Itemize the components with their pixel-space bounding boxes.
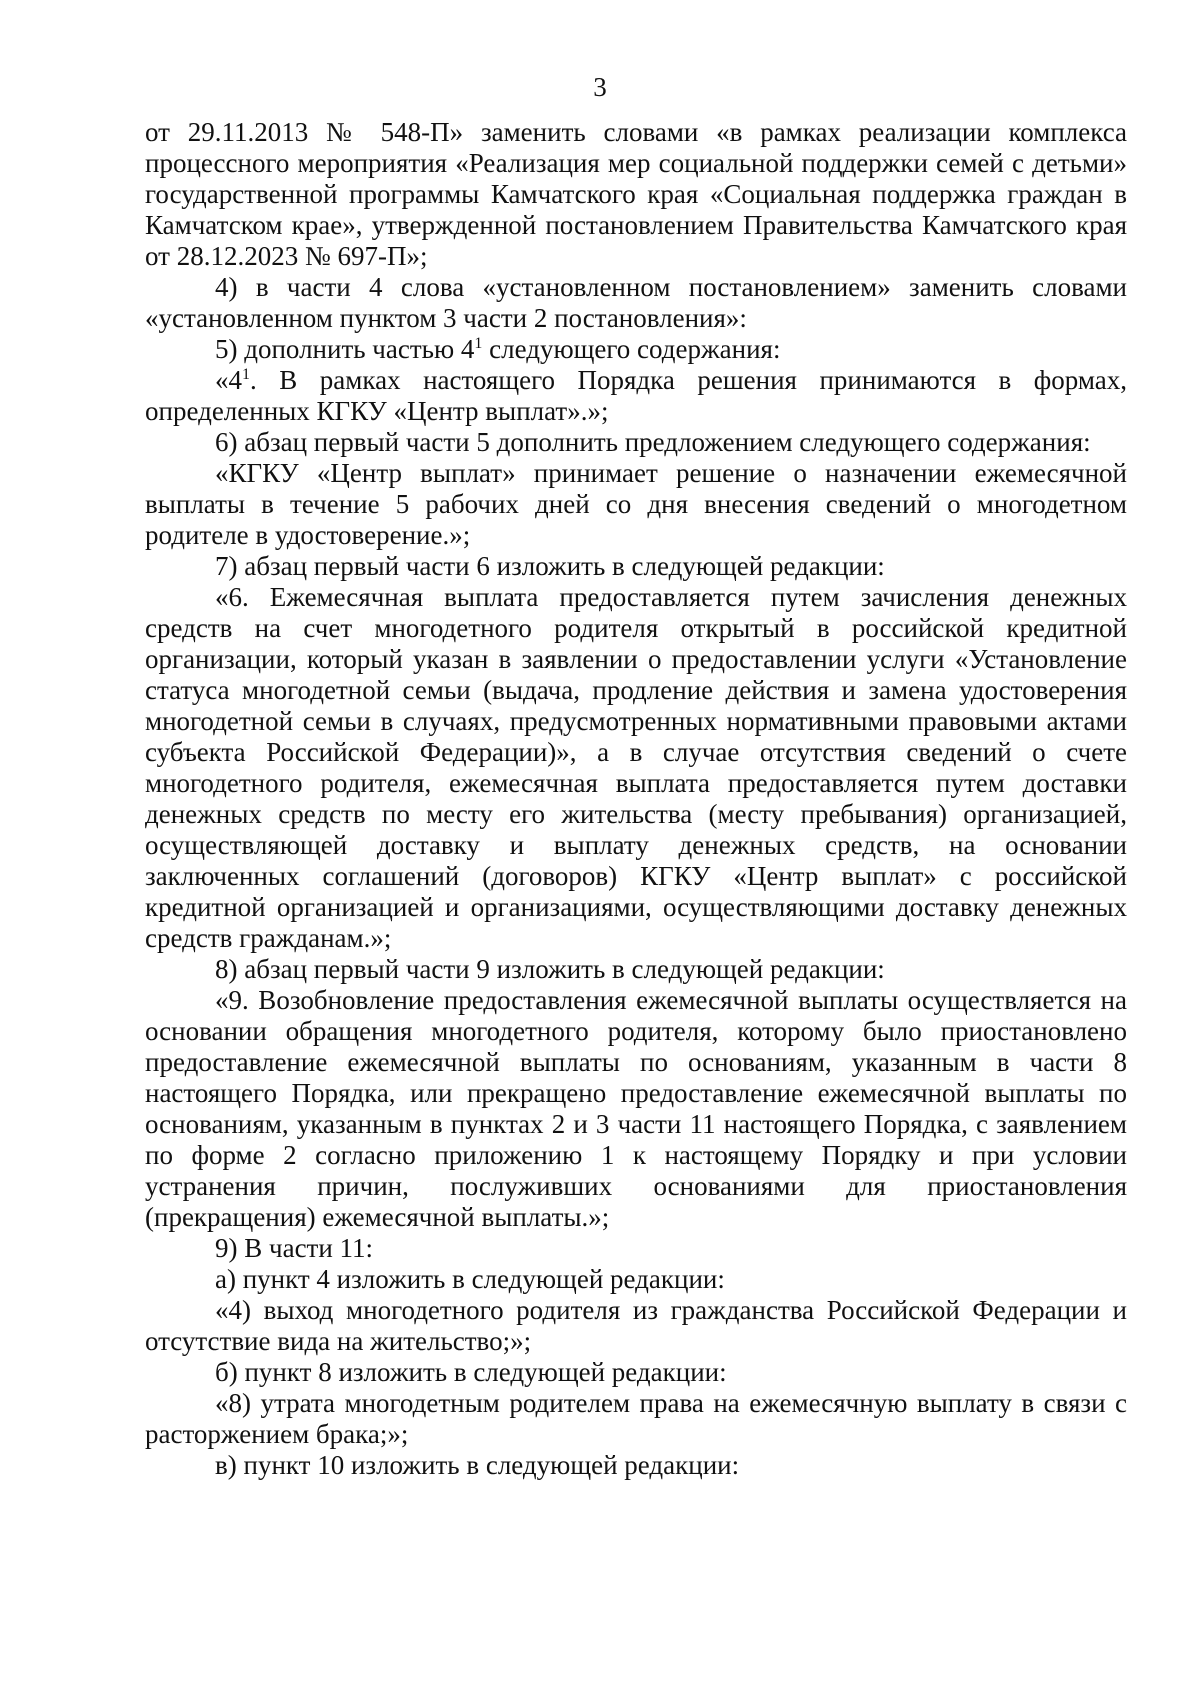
paragraph-text: 6) абзац первый части 5 дополнить предложением следующего содержания: [215, 427, 1091, 457]
paragraph-subitem-a [145, 1264, 1127, 1295]
paragraph-text: 4) в части 4 слова «установленном постановлением» заменить словами «установленном пунктом 3 части 2 постановления»: [145, 272, 1127, 333]
paragraph-point-4 [145, 1295, 1127, 1357]
paragraph-kgku-decision [145, 458, 1127, 551]
paragraph-text-after: . В рамках настоящего Порядка решения принимаются в формах, определенных КГКУ «Центр выплат».»; [145, 365, 1127, 426]
paragraph-part-4-1 [145, 365, 1127, 427]
paragraph-item-8 [145, 954, 1127, 985]
paragraph-text-after: следующего содержания: [482, 334, 781, 364]
superscript-index: 1 [242, 366, 250, 383]
paragraph-text: от 29.11.2013 № 548-П» заменить словами «в рамках реализации комплекса процессного мероприятия «Реализация мер социальной поддержки семей с детьми» государственной программы Камчатского края «Социальная поддержка граждан в Камчатском крае», утвержденной постановлением Правительства Камчатского края от 28.12.2023 № 697-П»; [145, 117, 1127, 271]
paragraph-text: 5) дополнить частью 4 [215, 334, 475, 364]
paragraph-text: «4 [215, 365, 242, 395]
paragraph-text: б) пункт 8 изложить в следующей редакции: [215, 1357, 727, 1387]
paragraph-subitem-v [145, 1450, 1127, 1481]
paragraph-part-6 [145, 582, 1127, 954]
paragraph-text: 8) абзац первый части 9 изложить в следующей редакции: [215, 954, 885, 984]
paragraph-text: «8) утрата многодетным родителем права на ежемесячную выплату в связи с расторжением брака;»; [145, 1388, 1127, 1449]
superscript-index: 1 [474, 335, 483, 352]
paragraph-text: в) пункт 10 изложить в следующей редакции: [215, 1450, 740, 1480]
paragraph-text: а) пункт 4 изложить в следующей редакции: [215, 1264, 725, 1294]
paragraph-item-9 [145, 1233, 1127, 1264]
document-body [145, 117, 1127, 1481]
paragraph-text: «4) выход многодетного родителя из гражданства Российской Федерации и отсутствие вида на жительство;»; [145, 1295, 1127, 1356]
paragraph-text: «6. Ежемесячная выплата предоставляется путем зачисления денежных средств на счет многодетного родителя открытый в российской кредитной организации, который указан в заявлении о предоставлении услуги «Установление статуса многодетной семьи (выдача, продление действия и замена удостоверения многодетной семьи в случаях, предусмотренных нормативными правовыми актами субъекта Российской Федерации)», а в случае отсутствия сведений о счете многодетного родителя, ежемесячная выплата предоставляется путем доставки денежных средств по месту его жительства (месту пребывания) организацией, осуществляющей доставку и выплату денежных средств, на основании заключенных соглашений (договоров) КГКУ «Центр выплат» с российской кредитной организацией и организациями, осуществляющими доставку денежных средств гражданам.»; [145, 582, 1127, 953]
paragraph-text: 9) В части 11: [215, 1233, 374, 1263]
paragraph-amendment-3-continuation [145, 117, 1127, 272]
paragraph-text: «9. Возобновление предоставления ежемесячной выплаты осуществляется на основании обращения многодетного родителя, которому было приостановлено предоставление ежемесячной выплаты по основаниям, указанным в части 8 настоящего Порядка, или прекращено предоставление ежемесячной выплаты по основаниям, указанным в пунктах 2 и 3 части 11 настоящего Порядка, с заявлением по форме 2 согласно приложению 1 к настоящему Порядку и при условии устранения причин, послуживших основаниями для приостановления (прекращения) ежемесячной выплаты.»; [145, 985, 1127, 1232]
paragraph-item-4 [145, 272, 1127, 334]
paragraph-item-7 [145, 551, 1127, 582]
paragraph-text: «КГКУ «Центр выплат» принимает решение о назначении ежемесячной выплаты в течение 5 рабочих дней со дня внесения сведений о многодетном родителе в удостоверение.»; [145, 458, 1127, 550]
paragraph-item-6 [145, 427, 1127, 458]
paragraph-text: 7) абзац первый части 6 изложить в следующей редакции: [215, 551, 885, 581]
paragraph-item-5 [145, 334, 1127, 365]
paragraph-subitem-b [145, 1357, 1127, 1388]
paragraph-point-8 [145, 1388, 1127, 1450]
paragraph-part-9 [145, 985, 1127, 1233]
page-number: 3 [593, 72, 607, 102]
